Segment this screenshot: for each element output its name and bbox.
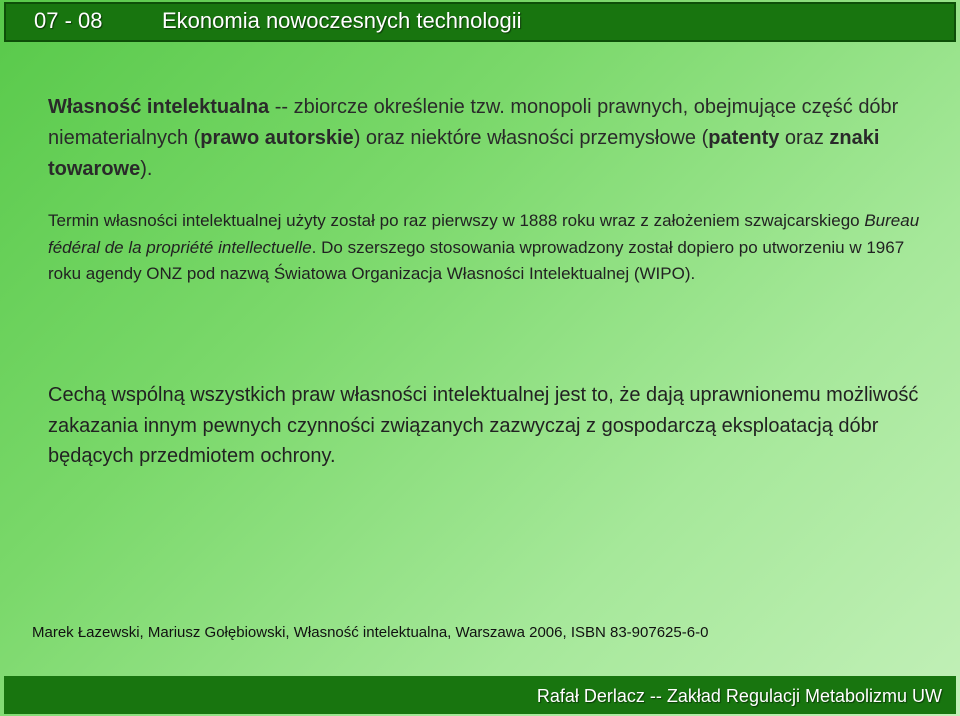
header-bar	[4, 2, 956, 42]
copyright-bold: prawo autorskie	[200, 127, 354, 149]
definition-paragraph	[48, 92, 928, 185]
patents-bold: patenty	[708, 127, 780, 149]
definition-text-3: oraz	[779, 127, 830, 149]
definition-text-2: ) oraz niektóre własności przemysłowe (	[353, 127, 709, 149]
slide-code: 07 - 08	[34, 8, 103, 33]
history-text-1: Termin własności intelektualnej użyty został po raz pierwszy w 1888 roku wraz z założeniem szwajcarskiego	[48, 211, 865, 230]
trademarks-bold: znaki towarowe	[48, 127, 880, 180]
term-bold: Własność intelektualna	[48, 96, 270, 118]
slide-title: Ekonomia nowoczesnych technologii	[162, 8, 522, 33]
citation: Marek Łazewski, Mariusz Gołębiowski, Własność intelektualna, Warszawa 2006, ISBN 83-907625-6-0	[32, 624, 709, 641]
definition-text-1: -- zbiorcze określenie tzw. monopoli prawnych, obejmujące część dóbr niematerialnych (	[48, 96, 899, 149]
history-text-2: . Do szerszego stosowania wprowadzony został dopiero po utworzeniu w 1967 roku agendy ONZ pod nazwą Światowa Organizacja Własności Intelektualnej (WIPO).	[48, 237, 905, 283]
footer-bar	[4, 676, 956, 714]
footer-author: Rafał Derlacz -- Zakład Regulacji Metabolizmu UW	[536, 686, 942, 706]
common-feature-paragraph: Cechą wspólną wszystkich praw własności intelektualnej jest to, że dają uprawnionemu możliwość zakazania innym pewnych czynności związanych zazwyczaj z gospodarczą eksploatacją dóbr będących przedmiotem ochrony.	[48, 384, 919, 467]
history-paragraph	[48, 208, 928, 288]
definition-text-4: ).	[140, 158, 153, 180]
bureau-name-italic: Bureau fédéral de la propriété intellectuelle	[48, 211, 920, 257]
